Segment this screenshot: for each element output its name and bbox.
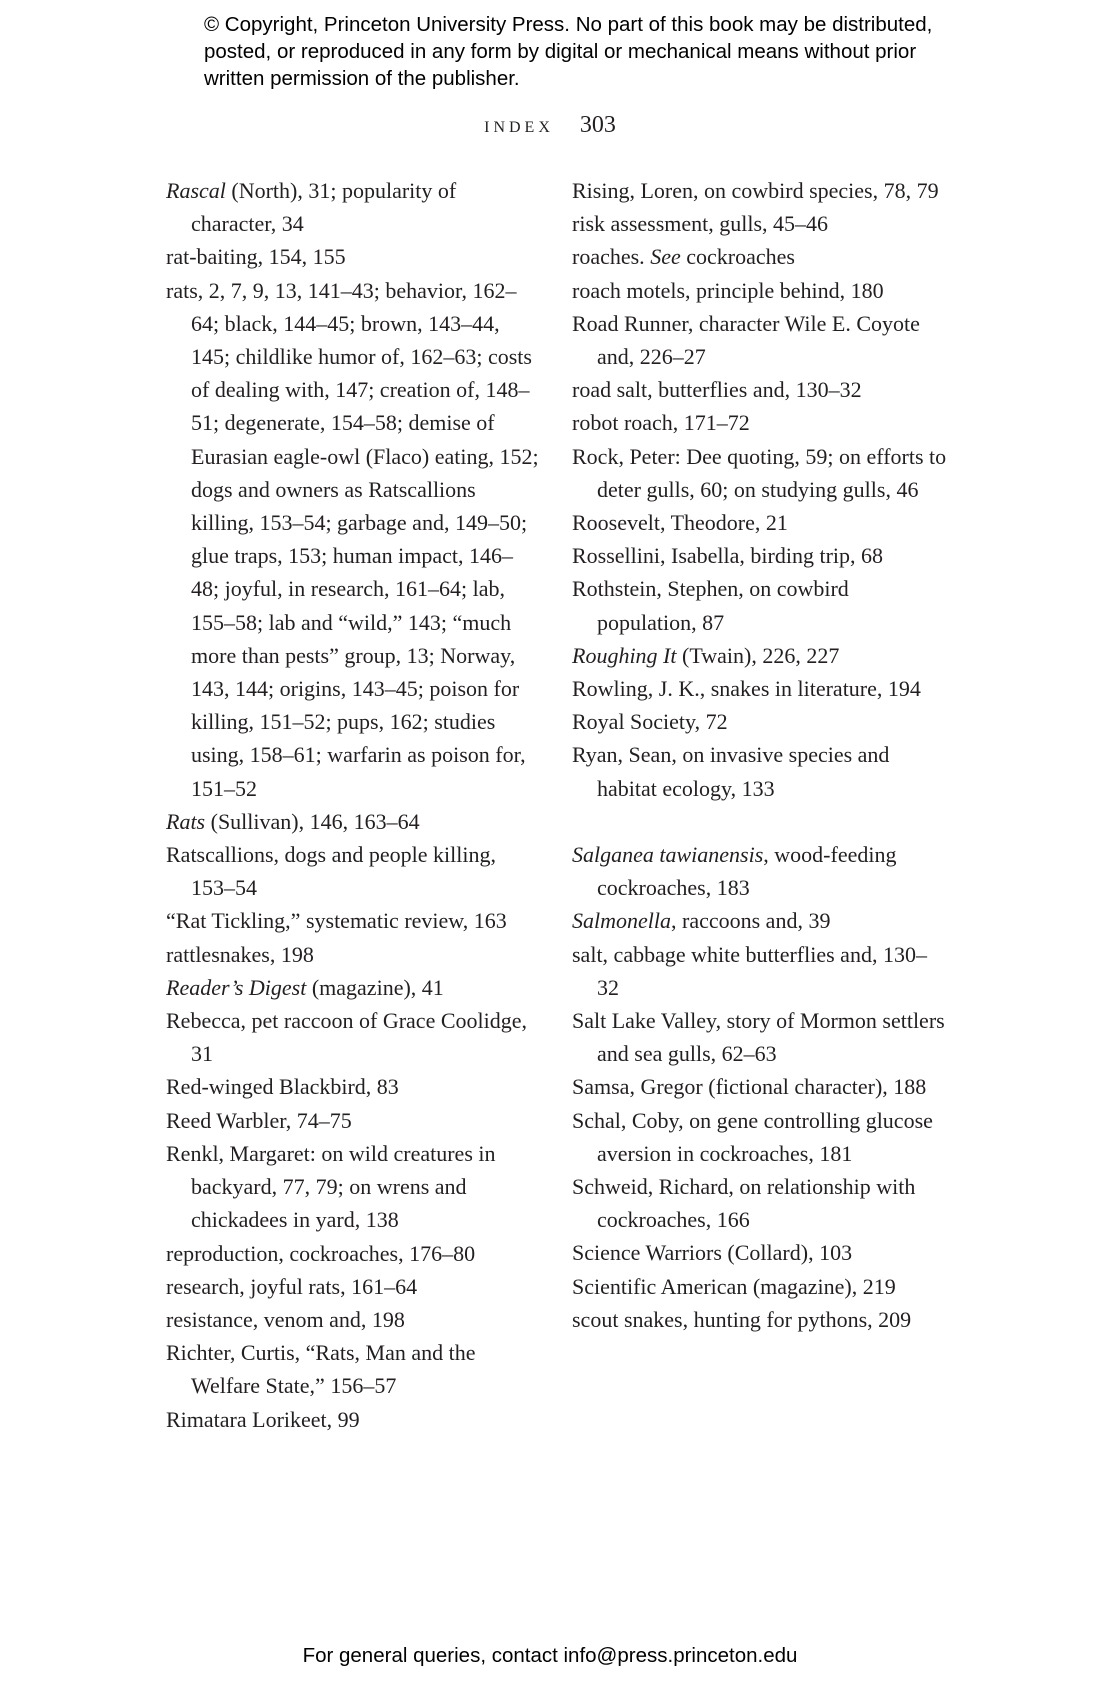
running-head: [0, 110, 1100, 143]
index-entry: [166, 904, 541, 937]
index-entry: [572, 639, 947, 672]
index-entry: [166, 240, 541, 273]
index-entry-text: research, joyful rats, 161–64: [166, 1273, 418, 1299]
index-entry: [572, 1170, 947, 1236]
index-entry-text: Rowling, J. K., snakes in literature, 194: [572, 676, 921, 702]
index-entry: [572, 1104, 947, 1170]
index-entry: [166, 838, 541, 904]
index-entry-text: risk assessment, gulls, 45–46: [572, 211, 829, 237]
index-entry: [166, 1237, 541, 1270]
index-column-left: [166, 174, 541, 1436]
index-entry: [166, 1004, 541, 1070]
index-entry: [572, 1303, 947, 1336]
index-entry: [572, 1236, 947, 1269]
index-entry-text: Rising, Loren, on cowbird species, 78, 79: [572, 178, 939, 203]
index-entry-text: Red-winged Blackbird, 83: [166, 1074, 399, 1100]
index-entry-text: (Sullivan), 146, 163–64: [205, 808, 420, 834]
index-entry-text: Rossellini, Isabella, birding trip, 68: [572, 543, 884, 569]
index-entry-text: Reed Warbler, 74–75: [166, 1107, 352, 1133]
index-entry-text: Samsa, Gregor (fictional character), 188: [572, 1074, 927, 1100]
index-entry-text: Schal, Coby, on gene controlling glucose aversion in cockroaches, 181: [572, 1107, 933, 1166]
copyright-notice: © Copyright, Princeton University Press. No part of this book may be distributed, posted, or reproduced in any form by digital or mechanical means without prior written permission of the publisher.: [204, 13, 933, 90]
index-entry: [166, 174, 541, 240]
index-entry-text: , raccoons and, 39: [671, 908, 831, 934]
index-entry: [572, 705, 947, 738]
index-entry-text: robot roach, 171–72: [572, 410, 750, 436]
index-entry: [166, 1270, 541, 1303]
index-entry-text: (North), 31; popularity of character, 34: [191, 178, 457, 237]
index-entry: [166, 938, 541, 971]
index-entry: [572, 1070, 947, 1103]
index-column-right: [572, 174, 947, 1336]
index-entry: [166, 1303, 541, 1336]
index-entry: [166, 1137, 541, 1237]
index-entry: [572, 440, 947, 506]
index-entry-italic-text: Rats: [166, 808, 206, 834]
index-entry: [572, 1004, 947, 1070]
index-entry-italic-text: Salganea tawianensis: [572, 842, 764, 868]
index-entry: [572, 904, 947, 937]
index-entry-text: rat-baiting, 154, 155: [166, 244, 346, 270]
index-entry: [572, 506, 947, 539]
index-entry: [572, 406, 947, 439]
index-entry-text: , wood-feeding cockroaches, 183: [597, 842, 897, 901]
index-entry-text: rattlesnakes, 198: [166, 941, 314, 967]
index-entry-text: Road Runner, character Wile E. Coyote and, 226–27: [572, 310, 920, 370]
index-entry-text: rats, 2, 7, 9, 13, 141–43; behavior, 162–64; black, 144–45; brown, 143–44, 145; childlike humor of, 162–63; costs of dealing with, 147; creation of, 148–51; degenerate, 154–58; demise of Eurasian eagle-owl (Flaco) eating, 152; dogs and owners as Ratscallions killing, 153–54; garbage and, 149–50; glue traps, 153; human impact, 146–48; joyful, in research, 161–64; lab, 155–58; lab and “wild,” 143; “much more than pests” group, 13; Norway, 143, 144; origins, 143–45; poison for killing, 151–52; pups, 162; studies using, 158–61; warfarin as poison for, 151–52: [166, 277, 539, 801]
index-entry: [572, 174, 947, 207]
running-title: INDEX: [484, 119, 554, 136]
index-entry-text: Rothstein, Stephen, on cowbird population, 87: [572, 576, 849, 635]
index-entry-text: roaches.: [572, 244, 651, 270]
index-entry: [166, 1403, 541, 1436]
index-entry-text: Royal Society, 72: [572, 709, 728, 735]
index-entry-italic-text: Rascal: [166, 178, 226, 203]
index-entry-text: Renkl, Margaret: on wild creatures in backyard, 77, 79; on wrens and chickadees in yard, 138: [166, 1140, 496, 1233]
page-number: 303: [579, 112, 616, 138]
index-entry: [572, 240, 947, 273]
index-entry-italic-text: See: [650, 244, 681, 270]
index-entry: [572, 274, 947, 307]
index-entry-text: scout snakes, hunting for pythons, 209: [572, 1306, 912, 1332]
index-entry: [572, 307, 947, 373]
index-entry: [572, 738, 947, 804]
index-entry: [572, 572, 947, 638]
index-entry-italic-text: Roughing It: [572, 642, 677, 668]
index-entry-text: (magazine), 41: [306, 974, 444, 1000]
index-entry-text: Science Warriors (Collard), 103: [572, 1240, 853, 1266]
index-entry-text: road salt, butterflies and, 130–32: [572, 377, 862, 403]
index-entry: [572, 539, 947, 572]
index-entry-text: Scientific American (magazine), 219: [572, 1273, 896, 1299]
index-entry: [166, 805, 541, 838]
index-entry-text: Ratscallions, dogs and people killing, 153–54: [166, 842, 496, 901]
index-entry-text: roach motels, principle behind, 180: [572, 277, 884, 303]
index-entry-text: Rimatara Lorikeet, 99: [166, 1406, 360, 1432]
index-entry: [166, 1070, 541, 1103]
index-entry: [572, 672, 947, 705]
index-entry: [166, 971, 541, 1004]
index-entry: [572, 207, 947, 240]
index-entry-text: Richter, Curtis, “Rats, Man and the Welfare State,” 156–57: [166, 1340, 476, 1399]
index-entry: [572, 373, 947, 406]
index-entry-text: Roosevelt, Theodore, 21: [572, 510, 788, 536]
index-entry-text: reproduction, cockroaches, 176–80: [166, 1240, 476, 1266]
footer-contact: For general queries, contact info@press.princeton.edu: [302, 1644, 798, 1667]
index-entry-italic-text: Reader’s Digest: [166, 974, 307, 1000]
index-entry-text: Rebecca, pet raccoon of Grace Coolidge, 31: [166, 1008, 527, 1067]
index-entry-text: Ryan, Sean, on invasive species and habitat ecology, 133: [572, 742, 890, 801]
index-entry: [166, 1336, 541, 1402]
index-entry-text: resistance, venom and, 198: [166, 1306, 405, 1332]
index-entry-text: Salt Lake Valley, story of Mormon settlers and sea gulls, 62–63: [572, 1008, 945, 1067]
index-entry: [572, 938, 947, 1004]
index-entry-text: Schweid, Richard, on relationship with cockroaches, 166: [572, 1174, 916, 1233]
index-entry: [166, 274, 541, 805]
index-entry: [166, 1104, 541, 1137]
index-entry-text: cockroaches: [680, 244, 795, 270]
index-entry-italic-text: Salmonella: [572, 908, 671, 934]
index-entry-text: salt, cabbage white butterflies and, 130–32: [572, 941, 927, 1000]
index-entry: [572, 838, 947, 904]
index-entry-text: “Rat Tickling,” systematic review, 163: [166, 908, 507, 934]
index-entry: [572, 1270, 947, 1303]
index-entry-text: Rock, Peter: Dee quoting, 59; on efforts to deter gulls, 60; on studying gulls, 46: [572, 443, 947, 502]
index-entry-text: (Twain), 226, 227: [676, 642, 840, 668]
